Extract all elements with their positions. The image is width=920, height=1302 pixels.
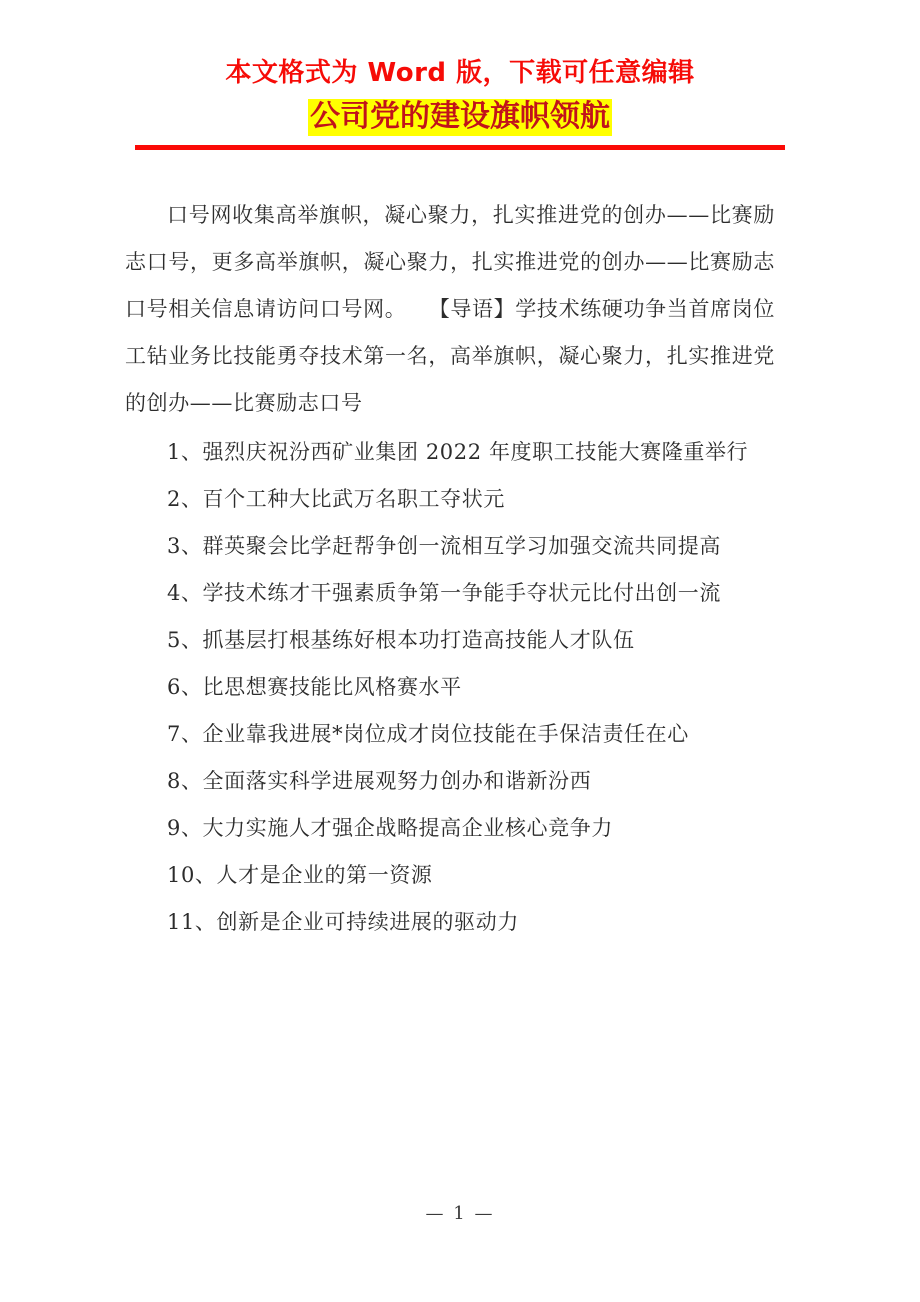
document-footer: [0, 1203, 920, 1224]
list-item: 11、创新是企业可持续进展的驱动力: [167, 909, 519, 934]
header-divider-rule: [135, 145, 785, 150]
intro-paragraph: 口号网收集高举旗帜，凝心聚力，扎实推进党的创办——比赛励志口号，更多高举旗帜，凝心聚力，扎实推进党的创办——比赛励志口号相关信息请访问口号网。 【导语】学技术练硬功争当首席岗位工钻业务比技能勇夺技术第一名，高举旗帜，凝心聚力，扎实推进党的创办——比赛励志口号: [125, 202, 775, 415]
slogan-list: [125, 429, 775, 946]
list-item: 5、抓基层打根基练好根本功打造高技能人才队伍: [167, 627, 635, 652]
word-format-notice: 本文格式为 Word 版，下载可任意编辑: [225, 58, 695, 88]
document-body: [0, 192, 920, 946]
list-item: 1、强烈庆祝汾西矿业集团 2022 年度职工技能大赛隆重举行: [167, 439, 749, 464]
list-item: 4、学技术练才干强素质争第一争能手夺状元比付出创一流: [167, 580, 721, 605]
list-item: 3、群英聚会比学赶帮争创一流相互学习加强交流共同提高: [167, 533, 721, 558]
document-header: [0, 0, 920, 150]
list-item: 7、企业靠我进展*岗位成才岗位技能在手保洁责任在心: [167, 721, 689, 746]
list-item: 10、人才是企业的第一资源: [167, 862, 433, 887]
list-item: 8、全面落实科学进展观努力创办和谐新汾西: [167, 768, 592, 793]
page-number: — 1 —: [425, 1203, 495, 1224]
document-title-row: [0, 99, 920, 136]
list-item: 2、百个工种大比武万名职工夺状元: [167, 486, 505, 511]
page-title: 公司党的建设旗帜领航: [310, 99, 610, 135]
list-item: 6、比思想赛技能比风格赛水平: [167, 674, 462, 699]
list-item: 9、大力实施人才强企战略提高企业核心竞争力: [167, 815, 613, 840]
